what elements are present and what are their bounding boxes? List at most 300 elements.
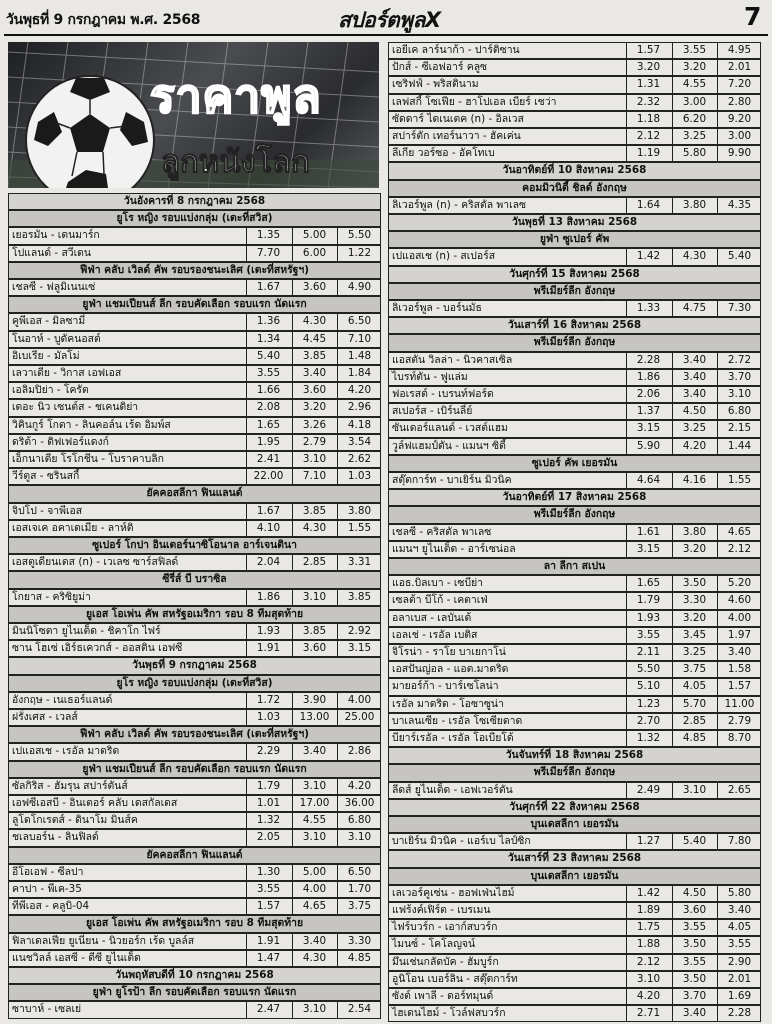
draw-odds: 4.55 (292, 813, 336, 828)
match-row (388, 248, 761, 265)
away-odds: 4.95 (717, 43, 761, 58)
match-teams: วีร์ตูส - ซรินสกี้ (12, 470, 80, 483)
away-odds: 6.50 (337, 314, 381, 329)
away-odds: 4.35 (717, 198, 761, 213)
masthead-logo: สปอร์ตพูลX (338, 8, 441, 32)
home-odds: 3.55 (626, 628, 670, 643)
match-row (8, 589, 381, 606)
home-odds: 3.55 (246, 366, 290, 381)
away-odds: 4.20 (337, 779, 381, 794)
odds-banner (8, 42, 379, 188)
home-odds: 1.89 (626, 903, 670, 918)
draw-odds: 3.20 (672, 542, 716, 557)
draw-odds: 3.25 (672, 645, 716, 660)
competition-header: ยูฟ่า แชมเปียนส์ ลีก รอบคัดเลือก รอบแรก นัดแรก (8, 761, 381, 778)
home-odds: 1.65 (246, 418, 290, 433)
home-odds: 7.70 (246, 246, 290, 261)
away-odds: 2.01 (717, 972, 761, 987)
banner-subtitle: ลูกหนังโลก (161, 144, 310, 180)
home-odds: 3.15 (626, 421, 670, 436)
draw-odds: 2.85 (672, 714, 716, 729)
away-odds: 3.40 (717, 645, 761, 660)
draw-odds: 4.30 (292, 521, 336, 536)
match-row (388, 300, 761, 317)
draw-odds: 6.20 (672, 112, 716, 127)
competition-header: ยูฟ่า ซูเปอร์ คัพ (388, 231, 761, 248)
draw-odds: 7.10 (292, 469, 336, 484)
home-odds: 1.61 (626, 525, 670, 540)
home-odds: 1.91 (246, 934, 290, 949)
date-header: วันศุกร์ที่ 22 สิงหาคม 2568 (388, 799, 761, 816)
draw-odds: 5.00 (292, 865, 336, 880)
match-teams: แฟร้งค์เฟิร์ต - เบรเมน (392, 904, 491, 916)
match-teams: บาเยิร์น มิวนิค - แอร์เบ ไลป์ซิก (392, 835, 531, 848)
draw-odds: 3.50 (672, 937, 716, 952)
match-row (8, 417, 381, 434)
draw-odds: 4.30 (672, 249, 716, 264)
match-teams: ไบรท์ตัน - ฟูแล่ม (392, 370, 468, 383)
draw-odds: 3.40 (292, 366, 336, 381)
match-row (8, 503, 381, 520)
match-row (388, 902, 761, 919)
draw-odds: 3.10 (292, 452, 336, 467)
match-teams: สปาร์ตัก เทอร์นาวา - ฮัคเค่น (392, 130, 521, 142)
draw-odds: 3.75 (672, 662, 716, 677)
draw-odds: 4.20 (672, 439, 716, 454)
competition-header: พรีเมียร์ลีก อังกฤษ (388, 283, 761, 300)
away-odds: 2.54 (337, 1002, 381, 1017)
match-row (388, 644, 761, 661)
away-odds: 2.28 (717, 1006, 761, 1021)
away-odds: 3.10 (717, 387, 761, 402)
away-odds: 3.85 (337, 590, 381, 605)
draw-odds: 3.20 (672, 611, 716, 626)
draw-odds: 5.40 (672, 834, 716, 849)
match-row (388, 936, 761, 953)
competition-header: ยูเอส โอเพ่น คัพ สหรัฐอเมริกา รอบ 8 ทีมสุดท้าย (8, 915, 381, 932)
match-teams: แมนฯ ยูไนเต็ด - อาร์เซน่อล (392, 542, 516, 555)
match-row (8, 623, 381, 640)
match-row (388, 713, 761, 730)
match-teams: ลูโดโกเรตส์ - ดินาโม มินส์ค (12, 814, 138, 827)
home-odds: 1.64 (626, 198, 670, 213)
match-row (388, 627, 761, 644)
away-odds: 8.70 (717, 731, 761, 746)
away-odds: 1.84 (337, 366, 381, 381)
away-odds: 4.00 (717, 611, 761, 626)
home-odds: 1.32 (246, 813, 290, 828)
draw-odds: 5.70 (672, 697, 716, 712)
draw-odds: 3.10 (292, 1002, 336, 1017)
draw-odds: 3.85 (292, 349, 336, 364)
match-teams: เอลเช่ - เรอัล เบติส (392, 628, 478, 641)
match-teams: ฟิลาเดลเฟีย ยูเนี่ยน - นิวยอร์ก เร้ด บูลล์ส (12, 934, 195, 947)
draw-odds: 4.50 (672, 404, 716, 419)
away-odds: 7.10 (337, 332, 381, 347)
match-row (388, 782, 761, 799)
date-header: วันพุธที่ 13 สิงหาคม 2568 (388, 214, 761, 231)
away-odds: 36.00 (337, 796, 381, 811)
draw-odds: 3.80 (672, 525, 716, 540)
home-odds: 2.32 (626, 95, 670, 110)
away-odds: 1.22 (337, 246, 381, 261)
match-teams: เดอะ นิว เซนต์ส - ชเคนดิย่า (12, 401, 139, 414)
home-odds: 1.95 (246, 435, 290, 450)
match-teams: เอสเจเค อคาเดเมีย - ลาห์ติ (12, 521, 134, 534)
match-teams: อิเบเรีย - มัลโม่ (12, 349, 80, 362)
away-odds: 9.20 (717, 112, 761, 127)
match-teams: เซลต้า บีโก้ - เคตาเฟ่ (392, 594, 488, 607)
away-odds: 3.70 (717, 370, 761, 385)
home-odds: 1.30 (246, 865, 290, 880)
home-odds: 1.35 (246, 228, 290, 243)
match-row (388, 369, 761, 386)
match-teams: ซันเดอร์แลนด์ - เวสต์แฮม (392, 422, 508, 435)
away-odds: 3.31 (337, 555, 381, 570)
away-odds: 2.01 (717, 60, 761, 75)
match-row (8, 640, 381, 657)
match-row (388, 1005, 761, 1022)
competition-header: ยัคคอสลีกา ฟินแลนด์ (8, 847, 381, 864)
match-row (8, 313, 381, 330)
match-row (8, 898, 381, 915)
match-row (8, 812, 381, 829)
home-odds: 1.57 (246, 899, 290, 914)
date-header: วันอังคารที่ 8 กรกฎาคม 2568 (8, 193, 381, 210)
away-odds: 3.00 (717, 129, 761, 144)
competition-header: ฟีฟ่า คลับ เวิลด์ คัพ รอบรองชนะเลิศ (เตะที่สหรัฐฯ) (8, 726, 381, 743)
draw-odds: 2.79 (292, 435, 336, 450)
draw-odds: 3.10 (672, 783, 716, 798)
draw-odds: 3.20 (672, 60, 716, 75)
match-row (8, 778, 381, 795)
match-row (8, 864, 381, 881)
home-odds: 4.20 (626, 989, 670, 1004)
match-row (8, 245, 381, 262)
competition-header: ซูเปอร์ คัพ เยอรมัน (388, 455, 761, 472)
draw-odds: 4.00 (292, 882, 336, 897)
page-number: 7 (744, 2, 762, 31)
match-row (8, 743, 381, 760)
away-odds: 1.70 (337, 882, 381, 897)
match-row (388, 678, 761, 695)
match-row (8, 279, 381, 296)
match-teams: ลีดส์ ยูไนเต็ด - เอฟเวอร์ตัน (392, 783, 513, 796)
draw-odds: 3.60 (292, 641, 336, 656)
away-odds: 4.85 (337, 951, 381, 966)
match-teams: เอสปันญ่อล - แอต.มาดริด (392, 663, 509, 676)
away-odds: 6.80 (717, 404, 761, 419)
draw-odds: 3.40 (292, 744, 336, 759)
match-teams: เปแอสเช - เรอัล มาดริด (12, 745, 120, 758)
match-row (388, 472, 761, 489)
issue-date: วันพุธที่ 9 กรกฎาคม พ.ศ. 2568 (6, 12, 201, 28)
draw-odds: 4.16 (672, 473, 716, 488)
match-teams: เลฟสกี้ โซเฟีย - ฮาโปเอล เบียร์ เชว่า (392, 95, 557, 108)
match-teams: วิคินกูร์ โกตา - ลินคอล์น เร้ด อิมพ์ส (12, 418, 171, 431)
competition-header: ซีรี่ส์ บี บราซิล (8, 571, 381, 588)
draw-odds: 3.55 (672, 920, 716, 935)
home-odds: 1.03 (246, 710, 290, 725)
competition-header: พรีเมียร์ลีก อังกฤษ (388, 506, 761, 523)
home-odds: 2.49 (626, 783, 670, 798)
home-odds: 1.79 (246, 779, 290, 794)
draw-odds: 3.30 (672, 593, 716, 608)
home-odds: 1.01 (246, 796, 290, 811)
competition-header: ยัคคอสลีกา ฟินแลนด์ (8, 485, 381, 502)
match-teams: ซาบาห์ - เซลเย่ (12, 1003, 82, 1016)
draw-odds: 3.25 (672, 421, 716, 436)
match-row (388, 971, 761, 988)
home-odds: 1.33 (626, 301, 670, 316)
match-teams: ลีเกีย วอร์ซอ - อัคโทเบ (392, 147, 495, 160)
draw-odds: 3.60 (672, 903, 716, 918)
home-odds: 1.42 (626, 886, 670, 901)
match-row (388, 76, 761, 93)
draw-odds: 13.00 (292, 710, 336, 725)
match-teams: วูล์ฟแฮมป์ตัน - แมนฯ ซิตี้ (392, 439, 506, 452)
away-odds: 25.00 (337, 710, 381, 725)
draw-odds: 3.40 (672, 353, 716, 368)
home-odds: 2.06 (626, 387, 670, 402)
match-row (388, 111, 761, 128)
match-teams: อีโอเอฟ - ซีลปา (12, 865, 84, 878)
competition-header: คอมมิวนิตี้ ชิลด์ อังกฤษ (388, 180, 761, 197)
match-row (8, 692, 381, 709)
date-header: วันอาทิตย์ที่ 10 สิงหาคม 2568 (388, 162, 761, 179)
draw-odds: 3.50 (672, 576, 716, 591)
draw-odds: 3.70 (672, 989, 716, 1004)
match-teams: ซังต์ เพาลี - ดอร์ทมุนด์ (392, 990, 494, 1002)
match-row (8, 554, 381, 571)
away-odds: 7.80 (717, 834, 761, 849)
away-odds: 4.20 (337, 383, 381, 398)
home-odds: 22.00 (246, 469, 290, 484)
away-odds: 4.05 (717, 920, 761, 935)
competition-header: พรีเมียร์ลีก อังกฤษ (388, 334, 761, 351)
home-odds: 2.11 (626, 645, 670, 660)
match-teams: เชลซี - คริสตัล พาเลซ (392, 525, 492, 538)
home-odds: 1.47 (246, 951, 290, 966)
away-odds: 5.50 (337, 228, 381, 243)
match-teams: สตุ๊ตการ์ท - บาเยิร์น มิวนิค (392, 474, 512, 486)
match-row (388, 988, 761, 1005)
away-odds: 2.79 (717, 714, 761, 729)
match-teams: ปักส์ - ซีเอฟอาร์ คลูซ (392, 61, 488, 74)
home-odds: 2.47 (246, 1002, 290, 1017)
match-row (388, 730, 761, 747)
home-odds: 1.37 (626, 404, 670, 419)
match-row (388, 352, 761, 369)
home-odds: 2.71 (626, 1006, 670, 1021)
home-odds: 1.19 (626, 146, 670, 161)
away-odds: 9.90 (717, 146, 761, 161)
match-teams: แอธ.บิลเบา - เซบีย่า (392, 577, 484, 590)
match-row (388, 145, 761, 162)
home-odds: 5.50 (626, 662, 670, 677)
draw-odds: 4.30 (292, 314, 336, 329)
draw-odds: 3.50 (672, 972, 716, 987)
match-row (388, 833, 761, 850)
away-odds: 1.03 (337, 469, 381, 484)
competition-header: ยูเอส โอเพ่น คัพ สหรัฐอเมริกา รอบ 8 ทีมสุดท้าย (8, 606, 381, 623)
match-row (8, 468, 381, 485)
home-odds: 3.15 (626, 542, 670, 557)
match-teams: มินนิโซตา ยูไนเต็ด - ชิคาโก ไฟร์ (12, 625, 161, 637)
away-odds: 3.30 (337, 934, 381, 949)
match-teams: อลาเบส - เลบันเต้ (392, 611, 472, 624)
draw-odds: 17.00 (292, 796, 336, 811)
match-row (388, 403, 761, 420)
draw-odds: 4.75 (672, 301, 716, 316)
draw-odds: 3.85 (292, 624, 336, 639)
match-teams: ซัลกิริส - ฮัมรุน สปาร์ตันส์ (12, 779, 128, 792)
match-teams: คูพีเอส - มิลซามี่ (12, 315, 86, 328)
match-row (8, 227, 381, 244)
home-odds: 5.40 (246, 349, 290, 364)
date-header: วันอาทิตย์ที่ 17 สิงหาคม 2568 (388, 489, 761, 506)
away-odds: 1.48 (337, 349, 381, 364)
away-odds: 5.20 (717, 576, 761, 591)
date-header: วันศุกร์ที่ 15 สิงหาคม 2568 (388, 266, 761, 283)
match-row (8, 829, 381, 846)
draw-odds: 3.10 (292, 590, 336, 605)
match-row (8, 348, 381, 365)
draw-odds: 3.20 (292, 400, 336, 415)
away-odds: 1.58 (717, 662, 761, 677)
match-teams: เปแอสเช (n) - สเปอร์ส (392, 250, 496, 263)
home-odds: 1.67 (246, 504, 290, 519)
match-teams: ทีพีเอส - คลูบิ-04 (12, 900, 90, 913)
competition-header: บุนเดสลีกา เยอรมัน (388, 816, 761, 833)
match-teams: ไฮเดนไฮม์ - โวล์ฟสบวร์ก (392, 1007, 506, 1020)
match-row (388, 94, 761, 111)
away-odds: 4.90 (337, 280, 381, 295)
home-odds: 1.27 (626, 834, 670, 849)
away-odds: 2.96 (337, 400, 381, 415)
match-teams: แอสตัน วิลล่า - นิวคาสเซิล (392, 353, 513, 366)
home-odds: 1.93 (626, 611, 670, 626)
draw-odds: 3.25 (672, 129, 716, 144)
home-odds: 2.41 (246, 452, 290, 467)
date-header: วันเสาร์ที่ 16 สิงหาคม 2568 (388, 317, 761, 334)
away-odds: 4.00 (337, 693, 381, 708)
competition-header: ลา ลีกา สเปน (388, 558, 761, 575)
match-teams: เอ็กนาเตีย โรโกชีน - โบราคาบลิก (12, 453, 164, 465)
draw-odds: 4.55 (672, 77, 716, 92)
match-row (388, 524, 761, 541)
home-odds: 2.04 (246, 555, 290, 570)
match-row (8, 933, 381, 950)
header-rule (4, 34, 768, 36)
match-teams: เลเวอร์คูเซ่น - ฮอฟเฟ่นไฮม์ (392, 886, 515, 899)
draw-odds: 3.60 (292, 383, 336, 398)
home-odds: 1.31 (626, 77, 670, 92)
home-odds: 5.10 (626, 679, 670, 694)
match-row (388, 541, 761, 558)
competition-header: ยูโร หญิง รอบแบ่งกลุ่ม (เตะที่สวิส) (8, 675, 381, 692)
competition-header: ซูเปอร์ โกปา อินเตอร์นาซิโอนาล อาร์เจนตินา (8, 537, 381, 554)
match-teams: ชเลบอร์น - ลินฟิลด์ (12, 831, 99, 844)
away-odds: 3.54 (337, 435, 381, 450)
match-row (388, 575, 761, 592)
away-odds: 2.65 (717, 783, 761, 798)
match-row (388, 59, 761, 76)
date-header: วันจันทร์ที่ 18 สิงหาคม 2568 (388, 747, 761, 764)
match-row (388, 197, 761, 214)
away-odds: 3.15 (337, 641, 381, 656)
home-odds: 2.12 (626, 955, 670, 970)
home-odds: 2.70 (626, 714, 670, 729)
home-odds: 4.64 (626, 473, 670, 488)
match-teams: โนอาห์ - บูดัคนอสต์ (12, 332, 101, 345)
draw-odds: 3.26 (292, 418, 336, 433)
competition-header: ยูโร หญิง รอบแบ่งกลุ่ม (เตะที่สวิส) (8, 210, 381, 227)
away-odds: 1.55 (717, 473, 761, 488)
home-odds: 1.67 (246, 280, 290, 295)
away-odds: 4.60 (717, 593, 761, 608)
home-odds: 1.23 (626, 697, 670, 712)
away-odds: 4.18 (337, 418, 381, 433)
draw-odds: 5.00 (292, 228, 336, 243)
home-odds: 2.29 (246, 744, 290, 759)
match-teams: ฟอเรสต์ - เบรนท์ฟอร์ด (392, 388, 494, 400)
match-teams: คาปา - พีเค-35 (12, 883, 82, 895)
match-row (8, 382, 381, 399)
away-odds: 2.92 (337, 624, 381, 639)
away-odds: 1.69 (717, 989, 761, 1004)
draw-odds: 3.40 (672, 370, 716, 385)
draw-odds: 4.65 (292, 899, 336, 914)
draw-odds: 6.00 (292, 246, 336, 261)
draw-odds: 4.05 (672, 679, 716, 694)
match-row (8, 365, 381, 382)
match-teams: ลิเวอร์พูล - บอร์นมัธ (392, 302, 482, 314)
away-odds: 2.12 (717, 542, 761, 557)
match-teams: โกยาส - คริซิยูม่า (12, 590, 91, 603)
away-odds: 1.55 (337, 521, 381, 536)
draw-odds: 3.60 (292, 280, 336, 295)
away-odds: 2.86 (337, 744, 381, 759)
home-odds: 3.10 (626, 972, 670, 987)
match-teams: ซัดดาร์ ไดเนเตค (n) - อิลเวส (392, 112, 524, 125)
home-odds: 1.66 (246, 383, 290, 398)
match-row (388, 386, 761, 403)
away-odds: 5.80 (717, 886, 761, 901)
draw-odds: 3.90 (292, 693, 336, 708)
match-row (8, 451, 381, 468)
draw-odds: 3.40 (672, 1006, 716, 1021)
match-teams: ลิเวอร์พูล (n) - คริสตัล พาเลซ (392, 198, 527, 211)
match-teams: มึนเช่นกลัดบัค - ฮัมบูร์ก (392, 955, 499, 968)
competition-header: ยูฟ่า แชมเปียนส์ ลีก รอบคัดเลือก รอบแรก นัดแรก (8, 296, 381, 313)
away-odds: 1.97 (717, 628, 761, 643)
home-odds: 1.18 (626, 112, 670, 127)
match-row (8, 520, 381, 537)
draw-odds: 3.55 (672, 43, 716, 58)
match-row (8, 881, 381, 898)
away-odds: 6.50 (337, 865, 381, 880)
match-row (388, 592, 761, 609)
home-odds: 1.88 (626, 937, 670, 952)
match-teams: เอสตูเดียนเตส (n) - เวเลซ ซาร์สฟิลด์ (12, 556, 179, 569)
date-header: วันเสาร์ที่ 23 สิงหาคม 2568 (388, 850, 761, 867)
match-row (388, 696, 761, 713)
match-teams: เชลซี - ฟลูมิเนนเซ่ (12, 281, 96, 293)
match-teams: ฝรั่งเศส - เวลส์ (12, 711, 78, 723)
home-odds: 3.20 (626, 60, 670, 75)
match-row (8, 709, 381, 726)
